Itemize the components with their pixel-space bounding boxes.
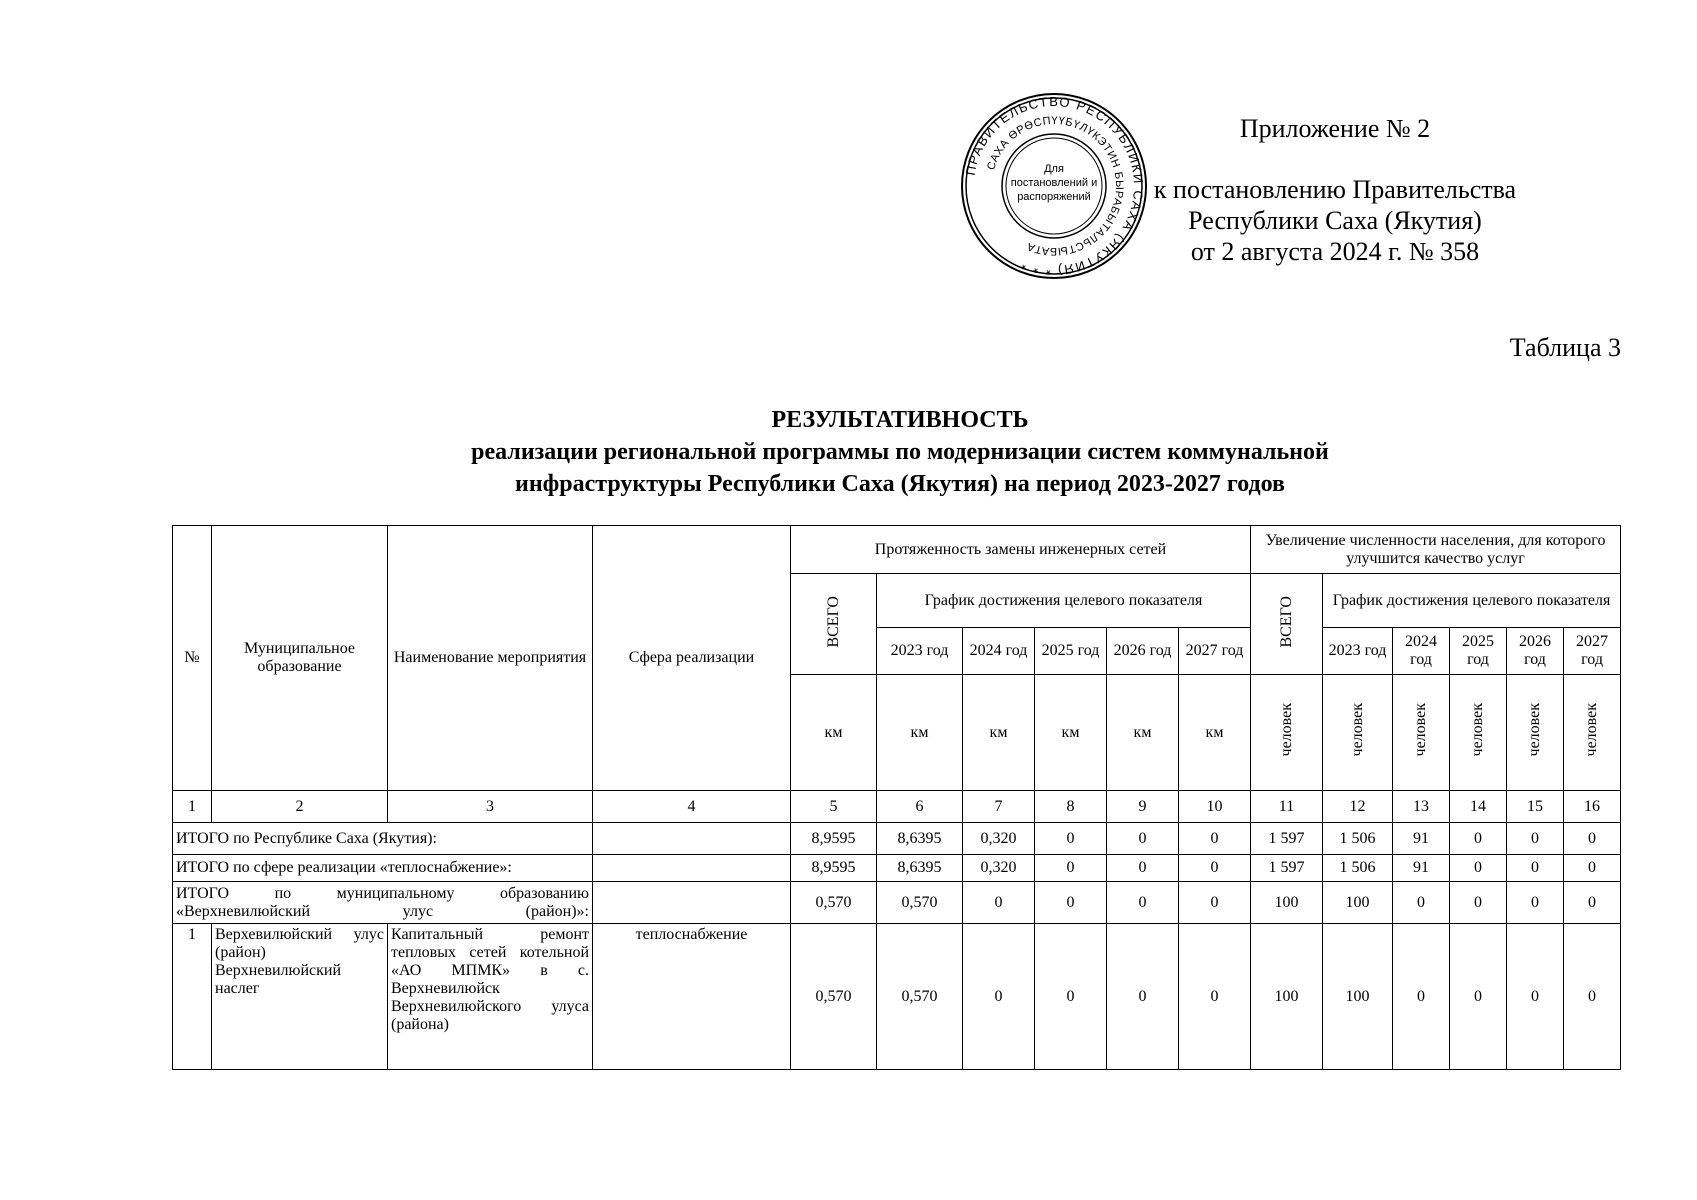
value-cell: 8,9595 — [791, 855, 877, 882]
length-schedule-header: График достижения целевого показателя — [877, 574, 1251, 628]
unit-people: человек — [1251, 675, 1323, 791]
col-header-municipality: Муниципальное образование — [212, 526, 388, 791]
results-table — [172, 525, 1621, 1070]
value-cell: 0 — [1035, 823, 1107, 855]
document-title — [180, 404, 1620, 500]
value-cell: 0 — [1179, 882, 1251, 924]
value-cell: 0 — [1507, 823, 1564, 855]
population-total-header: ВСЕГО — [1251, 574, 1323, 675]
unit-km: км — [1179, 675, 1251, 791]
value-cell: 0 — [1035, 855, 1107, 882]
year-header: 2027 год — [1564, 628, 1621, 675]
value-cell: 0 — [1179, 823, 1251, 855]
col-number: 7 — [963, 791, 1035, 823]
unit-km: км — [877, 675, 963, 791]
item-measure: Капитальный ремонт тепловых сетей котельной «АО МПМК» в с. Верхневилюйск Верхневилюйского улуса (района) — [388, 924, 593, 1070]
appendix-header — [1150, 113, 1520, 267]
col-number: 8 — [1035, 791, 1107, 823]
value-cell: 0,570 — [791, 924, 877, 1070]
value-cell: 1 597 — [1251, 823, 1323, 855]
value-cell: 1 597 — [1251, 855, 1323, 882]
value-cell: 100 — [1251, 882, 1323, 924]
unit-people: человек — [1393, 675, 1450, 791]
value-cell: 0,570 — [791, 882, 877, 924]
col-number: 10 — [1179, 791, 1251, 823]
svg-text:постановлений и: постановлений и — [1010, 177, 1098, 189]
row-sphere — [593, 882, 791, 924]
value-cell: 0,320 — [963, 855, 1035, 882]
appendix-line-2: Республики Саха (Якутия) — [1188, 206, 1482, 235]
col-number: 9 — [1107, 791, 1179, 823]
svg-text:распоряжений: распоряжений — [1017, 191, 1091, 203]
title-line-1: РЕЗУЛЬТАТИВНОСТЬ — [771, 407, 1029, 433]
value-cell: 0 — [1564, 882, 1621, 924]
row-label: ИТОГО по сфере реализации «теплоснабжение»: — [173, 855, 593, 882]
col-number: 16 — [1564, 791, 1621, 823]
col-number: 6 — [877, 791, 963, 823]
col-number: 14 — [1450, 791, 1507, 823]
year-header: 2027 год — [1179, 628, 1251, 675]
value-cell: 0 — [1507, 924, 1564, 1070]
official-seal — [960, 92, 1148, 280]
value-cell: 0 — [1107, 882, 1179, 924]
value-cell: 0 — [1564, 823, 1621, 855]
year-header: 2024 год — [1393, 628, 1450, 675]
table-row-total-republic — [173, 823, 1621, 855]
value-cell: 0,320 — [963, 823, 1035, 855]
group-header-length: Протяженность замены инженерных сетей — [791, 526, 1251, 574]
appendix-line-3: от 2 августа 2024 г. № 358 — [1190, 237, 1480, 266]
unit-people: человек — [1323, 675, 1393, 791]
unit-people: человек — [1507, 675, 1564, 791]
value-cell: 0 — [1507, 855, 1564, 882]
col-header-sphere: Сфера реализации — [593, 526, 791, 791]
item-sphere: теплоснабжение — [593, 924, 791, 1070]
value-cell: 0 — [1507, 882, 1564, 924]
item-number: 1 — [173, 924, 212, 1070]
table-row-total-sphere — [173, 855, 1621, 882]
value-cell: 8,6395 — [877, 855, 963, 882]
value-cell: 8,6395 — [877, 823, 963, 855]
value-cell: 0 — [1107, 924, 1179, 1070]
year-header: 2025 год — [1450, 628, 1507, 675]
row-label: ИТОГО по муниципальному образованию «Верхневилюйский улус (район)»: — [173, 882, 593, 924]
value-cell: 0 — [1107, 855, 1179, 882]
value-cell: 0 — [1393, 882, 1450, 924]
value-cell: 0 — [1450, 855, 1507, 882]
year-header: 2025 год — [1035, 628, 1107, 675]
col-number: 13 — [1393, 791, 1450, 823]
col-header-measure: Наименование мероприятия — [388, 526, 593, 791]
col-header-no: № — [173, 526, 212, 791]
title-line-3: инфраструктуры Республики Саха (Якутия) на период 2023-2027 годов — [514, 471, 1286, 497]
value-cell: 100 — [1323, 924, 1393, 1070]
value-cell: 100 — [1323, 882, 1393, 924]
unit-people: человек — [1450, 675, 1507, 791]
value-cell: 0 — [1107, 823, 1179, 855]
table-row-total-municipality — [173, 882, 1621, 924]
year-header: 2024 год — [963, 628, 1035, 675]
col-number: 2 — [212, 791, 388, 823]
value-cell: 1 506 — [1323, 855, 1393, 882]
col-number: 1 — [173, 791, 212, 823]
unit-km: км — [1035, 675, 1107, 791]
col-number: 15 — [1507, 791, 1564, 823]
value-cell: 0 — [1393, 924, 1450, 1070]
value-cell: 1 506 — [1323, 823, 1393, 855]
value-cell: 91 — [1393, 855, 1450, 882]
value-cell: 91 — [1393, 823, 1450, 855]
value-cell: 0 — [1035, 924, 1107, 1070]
year-header: 2023 год — [1323, 628, 1393, 675]
value-cell: 0 — [1035, 882, 1107, 924]
value-cell: 0,570 — [877, 882, 963, 924]
svg-text:Для: Для — [1044, 163, 1064, 175]
unit-people: человек — [1564, 675, 1621, 791]
appendix-number: Приложение № 2 — [1239, 114, 1431, 143]
value-cell: 0 — [1450, 823, 1507, 855]
value-cell: 0 — [1450, 882, 1507, 924]
svg-text:ПРАВИТЕЛЬСТВО РЕСПУБЛИКИ САХА: ПРАВИТЕЛЬСТВО РЕСПУБЛИКИ САХА (ЯКУТИЯ) * * * — [962, 93, 1147, 279]
value-cell: 0 — [1179, 924, 1251, 1070]
col-number: 12 — [1323, 791, 1393, 823]
table-number: Таблица 3 — [1509, 333, 1621, 362]
col-number: 11 — [1251, 791, 1323, 823]
row-label: ИТОГО по Республике Саха (Якутия): — [173, 823, 593, 855]
group-header-population: Увеличение численности населения, для которого улучшится качество услуг — [1251, 526, 1621, 574]
unit-km: км — [791, 675, 877, 791]
title-line-2: реализации региональной программы по модернизации систем коммунальной — [471, 439, 1329, 465]
unit-km: км — [963, 675, 1035, 791]
value-cell: 8,9595 — [791, 823, 877, 855]
year-header: 2026 год — [1107, 628, 1179, 675]
value-cell: 100 — [1251, 924, 1323, 1070]
year-header: 2023 год — [877, 628, 963, 675]
value-cell: 0 — [1179, 855, 1251, 882]
item-municipality: Верхевилюйский улус (район) Верхневилюйский наслег — [212, 924, 388, 1070]
value-cell: 0 — [963, 924, 1035, 1070]
value-cell: 0 — [963, 882, 1035, 924]
table-row-item — [173, 924, 1621, 1070]
row-sphere — [593, 855, 791, 882]
col-number: 4 — [593, 791, 791, 823]
population-schedule-header: График достижения целевого показателя — [1323, 574, 1621, 628]
unit-km: км — [1107, 675, 1179, 791]
value-cell: 0 — [1564, 855, 1621, 882]
value-cell: 0,570 — [877, 924, 963, 1070]
value-cell: 0 — [1450, 924, 1507, 1070]
col-number: 5 — [791, 791, 877, 823]
row-sphere — [593, 823, 791, 855]
year-header: 2026 год — [1507, 628, 1564, 675]
col-number: 3 — [388, 791, 593, 823]
value-cell: 0 — [1564, 924, 1621, 1070]
length-total-header: ВСЕГО — [791, 574, 877, 675]
appendix-line-1: к постановлению Правительства — [1153, 175, 1517, 204]
svg-text:САХА ӨРӨСПҮҮБҮЛҮКЭТИН БЫРАБЫТА: САХА ӨРӨСПҮҮБҮЛҮКЭТИН БЫРАБЫТАЛЬСТЫБАТА — [985, 114, 1126, 258]
column-numbers-row — [173, 791, 1621, 823]
